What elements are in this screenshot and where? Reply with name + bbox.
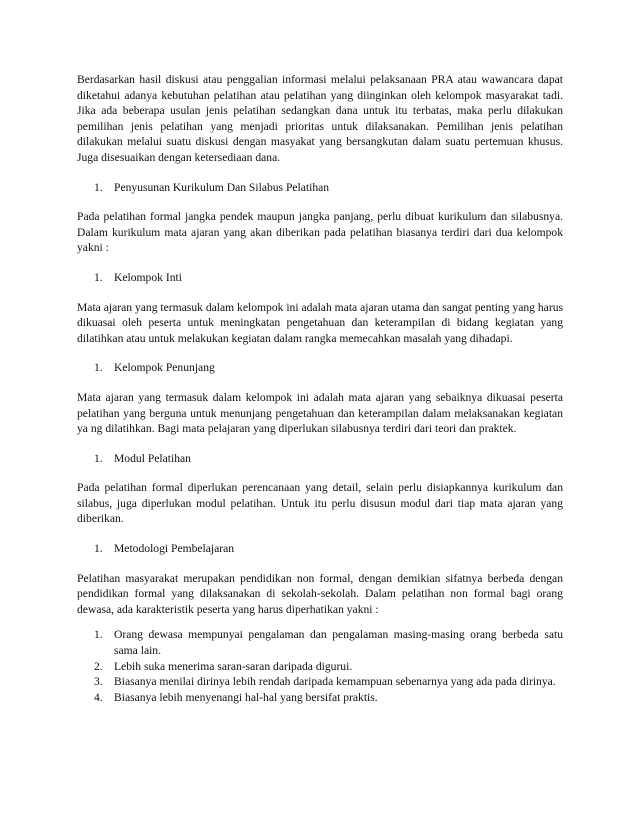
section-paragraph-metodologi: Pelatihan masyarakat merupakan pendidikan non formal, dengan demikian sifatnya berbeda dengan pendidikan formal yang dilaksanakan di sekolah-sekolah. Dalam pelatihan non formal bagi orang dewasa, ada karakteristik peserta yang harus diperhatikan yakni : <box>77 571 563 616</box>
section-heading-metodologi <box>94 541 563 557</box>
section-heading-kurikulum <box>94 180 563 196</box>
section-paragraph-kelompok-penunjang: Mata ajaran yang termasuk dalam kelompok ini adalah mata ajaran yang sebaiknya dikuasai peserta pelatihan yang berguna untuk menunjang pengetahuan dan keterampilan dalam melaksanakan kegiatan ya ng dilatihkan. Bagi mata pelajaran yang diperlukan silabusnya terdiri dari teori dan praktek. <box>77 390 563 436</box>
section-heading-kelompok-inti <box>94 270 563 286</box>
section-heading-kelompok-penunjang <box>94 360 563 376</box>
section-paragraph-kelompok-inti: Mata ajaran yang termasuk dalam kelompok ini adalah mata ajaran utama dan sangat penting yang harus dikuasai oleh peserta untuk meningkatan pengetahuan dan keterampilan di bidang kegiatan yang dilatihkan atau untuk melakukan kegiatan dalam rangka memecahkan masalah yang dihadapi. <box>77 300 563 345</box>
list-item <box>94 627 563 658</box>
heading-number: 1. <box>94 180 103 194</box>
section-heading-modul <box>94 451 563 467</box>
list-item-number: 2. <box>94 659 103 673</box>
section-paragraph-modul: Pada pelatihan formal diperlukan perencanaan yang detail, selain perlu disiapkannya kurikulum dan silabus, juga diperlukan modul pelatihan. Untuk itu perlu disusun modul dari tiap mata ajaran yang diberikan. <box>77 481 563 526</box>
characteristics-list <box>77 627 563 705</box>
heading-title: Kelompok Penunjang <box>114 361 215 375</box>
list-item <box>94 659 563 675</box>
heading-number: 1. <box>94 361 103 375</box>
list-item-number: 4. <box>94 690 103 704</box>
heading-number: 1. <box>94 270 103 284</box>
document-page <box>77 72 563 705</box>
list-item-number: 1. <box>94 628 103 642</box>
list-item-text: Biasanya lebih menyenangi hal-hal yang bersifat praktis. <box>114 690 378 704</box>
heading-title: Penyusunan Kurikulum Dan Silabus Pelatihan <box>114 180 330 194</box>
list-item-number: 3. <box>94 675 103 689</box>
heading-title: Metodologi Pembelajaran <box>114 542 235 556</box>
intro-paragraph: Berdasarkan hasil diskusi atau penggalian informasi melalui pelaksanaan PRA atau wawancara dapat diketahui adanya kebutuhan pelatihan atau pelatihan yang diinginkan oleh kelompok masyarakat tadi. Jika ada beberapa usulan jenis pelatihan sedangkan dana untuk itu terbatas, maka perlu dilakukan pemilihan jenis pelatihan yang menjadi prioritas untuk dilaksanakan. Pemilihan jenis pelatihan dilakukan melalui suatu diskusi dengan masyakat yang bersangkutan dalam suatu pertemuan khusus. Juga disesuaikan dengan ketersediaan dana. <box>77 73 563 164</box>
list-item-text: Biasanya menilai dirinya lebih rendah daripada kemampuan sebenarnya yang ada pada dirinya. <box>114 675 556 689</box>
list-item-text: Lebih suka menerima saran-saran daripada digurui. <box>114 659 353 673</box>
heading-number: 1. <box>94 542 103 556</box>
list-item-text: Orang dewasa mempunyai pengalaman dan pengalaman masing-masing orang berbeda satu sama lain. <box>114 628 563 658</box>
section-paragraph-kurikulum: Pada pelatihan formal jangka pendek maupun jangka panjang, perlu dibuat kurikulum dan silabusnya. Dalam kurikulum mata ajaran yang akan diberikan pada pelatihan biasanya terdiri dari dua kelompok yakni : <box>77 210 563 255</box>
heading-title: Modul Pelatihan <box>114 451 191 465</box>
heading-number: 1. <box>94 451 103 465</box>
heading-title: Kelompok Inti <box>114 270 182 284</box>
list-item <box>94 690 563 706</box>
list-item <box>94 674 563 690</box>
